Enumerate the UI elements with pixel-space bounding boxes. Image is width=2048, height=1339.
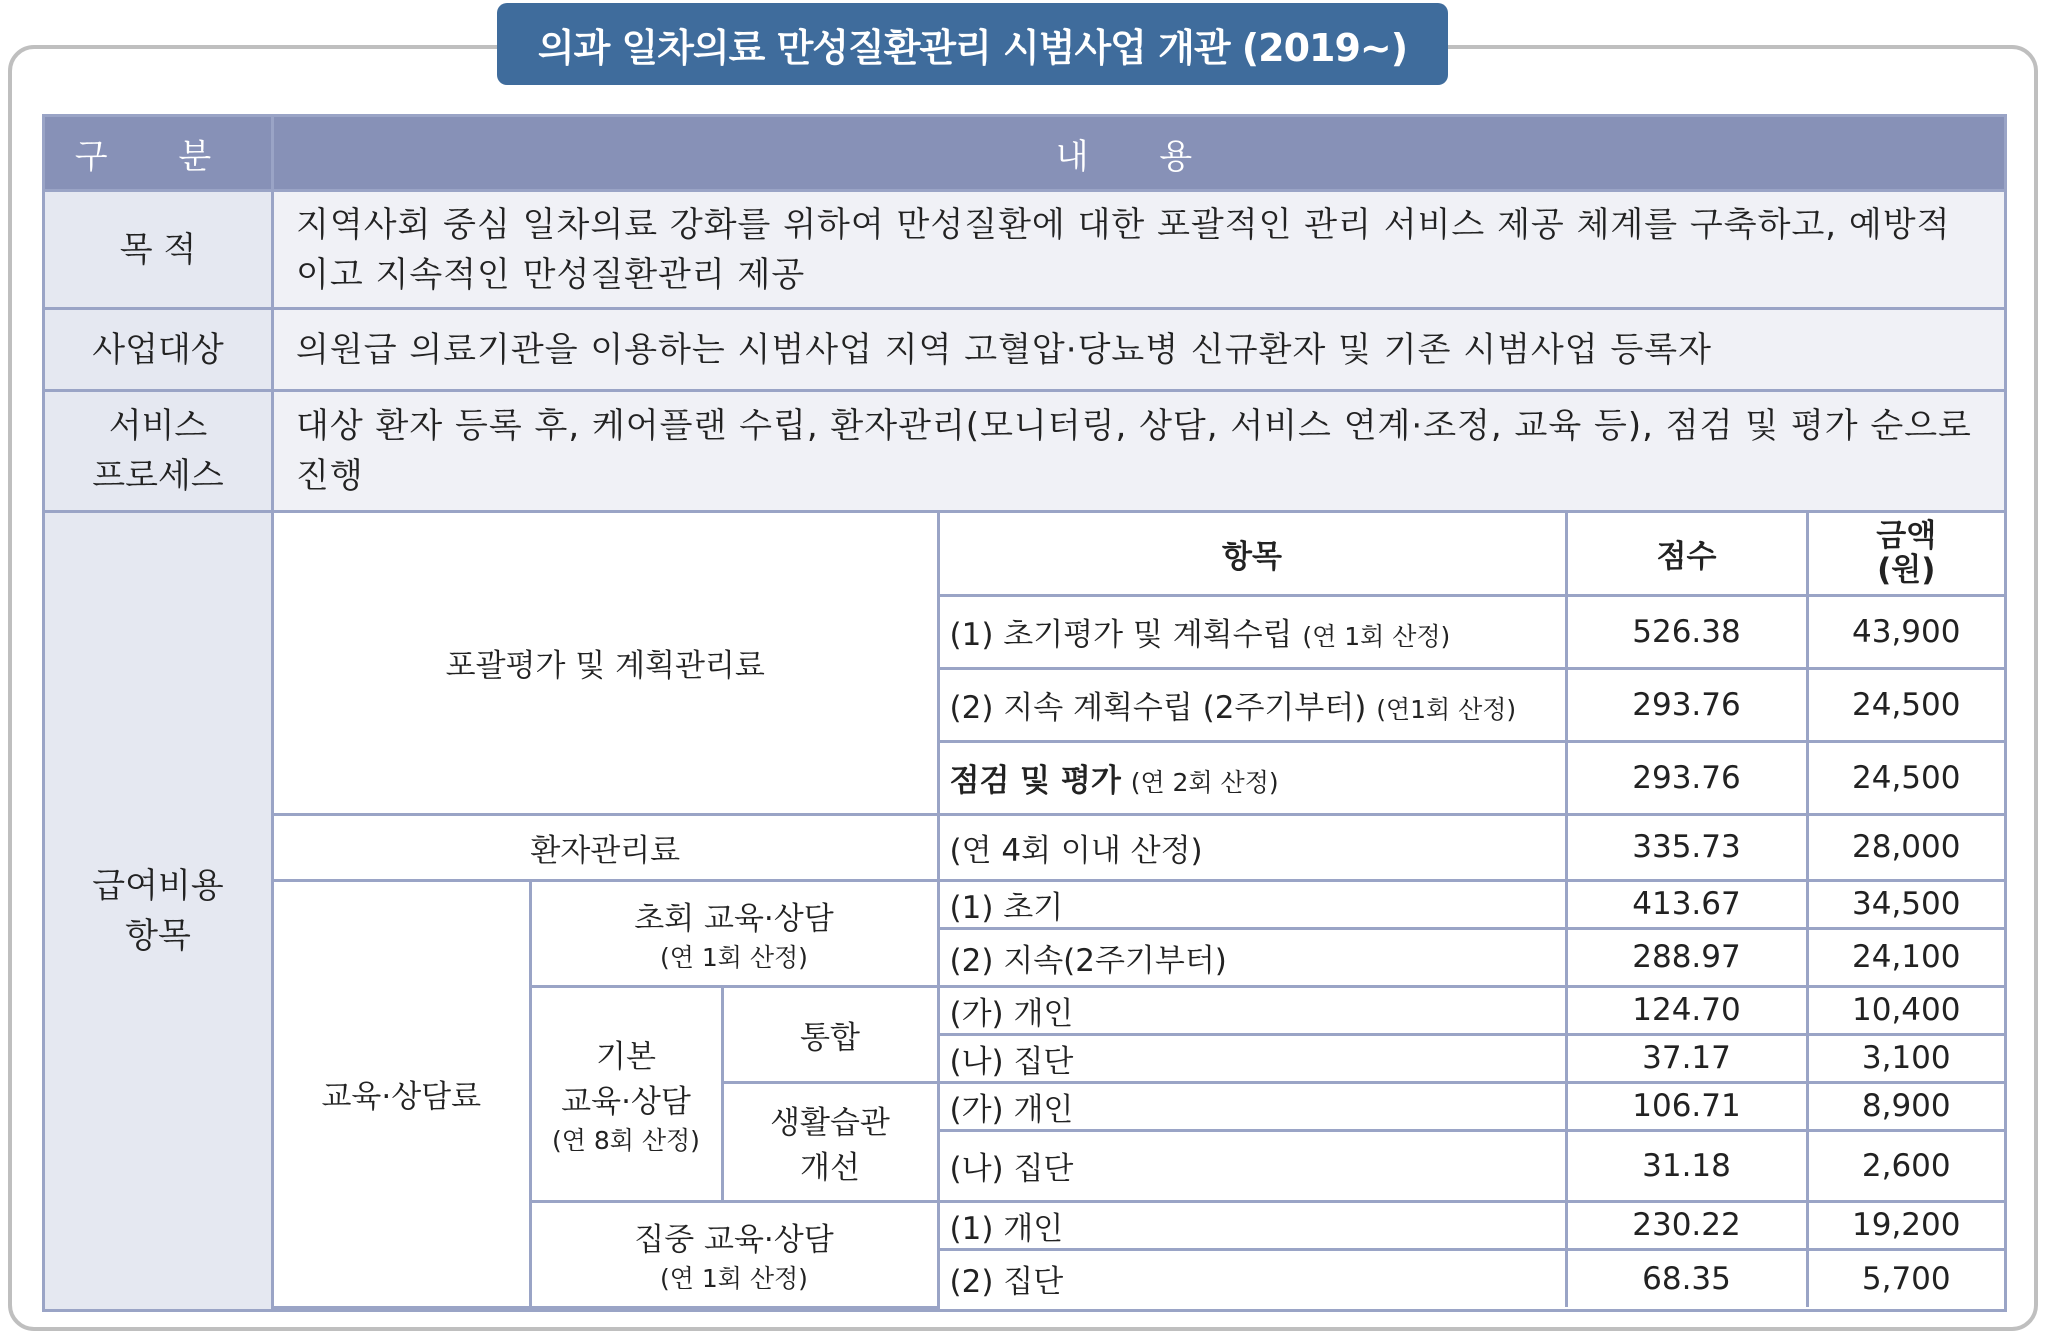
intensive-education-note: (연 1회 산정) xyxy=(660,1263,808,1293)
overview-table xyxy=(42,114,2007,1312)
fee-item xyxy=(938,741,1566,814)
intensive-education-label xyxy=(530,1201,938,1307)
fee-amount: 8,900 xyxy=(1807,1082,2004,1130)
item-text: (1) 초기평가 및 계획수립 xyxy=(949,617,1293,653)
item-note: (연 2회 산정) xyxy=(1130,768,1279,797)
fee-score: 335.73 xyxy=(1566,814,1807,880)
initial-education-title: 초회 교육·상담 xyxy=(634,900,834,937)
fee-amount: 24,500 xyxy=(1807,741,2004,814)
purpose-label: 목 적 xyxy=(44,191,273,309)
comprehensive-label: 포괄평가 및 계획관리료 xyxy=(274,513,938,814)
table-row xyxy=(44,512,2006,1311)
patient-mgmt-label: 환자관리료 xyxy=(274,814,938,880)
fee-table-cell xyxy=(273,512,2006,1311)
fee-score: 230.22 xyxy=(1566,1201,1807,1249)
table-row xyxy=(44,191,2006,309)
fee-table xyxy=(274,513,2004,1309)
item-note: (연 1회 산정) xyxy=(1302,622,1451,651)
item-text: 점검 및 평가 xyxy=(949,763,1121,799)
fees-label-line2: 항목 xyxy=(125,915,191,956)
page-title: 의과 일차의료 만성질환관리 시범사업 개관 (2019~) xyxy=(497,3,1448,85)
fee-amount: 34,500 xyxy=(1807,880,2004,928)
fee-item xyxy=(938,595,1566,668)
integrated-label: 통합 xyxy=(722,986,938,1082)
fee-item: (가) 개인 xyxy=(938,1082,1566,1130)
purpose-text: 지역사회 중심 일차의료 강화를 위하여 만성질환에 대한 포괄적인 관리 서비스 제공 체계를 구축하고, 예방적이고 지속적인 만성질환관리 제공 xyxy=(273,191,2006,309)
table-row xyxy=(274,1201,2004,1249)
basic-education-label xyxy=(530,986,722,1201)
table-header-row xyxy=(44,116,2006,191)
fee-item: (1) 개인 xyxy=(938,1201,1566,1249)
lifestyle-label-line1: 생활습관 xyxy=(770,1104,890,1141)
basic-education-note: (연 8회 산정) xyxy=(552,1125,700,1155)
education-label: 교육·상담료 xyxy=(274,880,530,1307)
fee-score: 293.76 xyxy=(1566,668,1807,741)
basic-education-line2: 교육·상담 xyxy=(561,1083,691,1120)
initial-education-note: (연 1회 산정) xyxy=(660,942,808,972)
fee-amount: 5,700 xyxy=(1807,1249,2004,1307)
fee-item xyxy=(938,668,1566,741)
fee-amount: 2,600 xyxy=(1807,1130,2004,1201)
fee-header-amount-line1: 금액 xyxy=(1876,518,1937,555)
fee-header-amount-line2: (원) xyxy=(1877,552,1936,589)
header-content: 내 용 xyxy=(273,116,2006,191)
fee-amount: 28,000 xyxy=(1807,814,2004,880)
table-row xyxy=(274,986,2004,1034)
fees-label-line1: 급여비용 xyxy=(92,865,224,906)
process-label-line2: 프로세스 xyxy=(92,456,224,496)
intensive-education-title: 집중 교육·상담 xyxy=(634,1221,834,1258)
fee-amount: 24,500 xyxy=(1807,668,2004,741)
process-text: 대상 환자 등록 후, 케어플랜 수립, 환자관리(모니터링, 상담, 서비스 연계·조정, 교육 등), 점검 및 평가 순으로 진행 xyxy=(273,391,2006,512)
fee-score: 31.18 xyxy=(1566,1130,1807,1201)
fee-item: (나) 집단 xyxy=(938,1130,1566,1201)
lifestyle-label xyxy=(722,1082,938,1201)
fee-amount: 43,900 xyxy=(1807,595,2004,668)
table-row xyxy=(44,391,2006,512)
fee-item: (가) 개인 xyxy=(938,986,1566,1034)
fee-header-row xyxy=(274,513,2004,595)
fee-amount: 24,100 xyxy=(1807,928,2004,986)
table-row xyxy=(44,309,2006,391)
table-row xyxy=(274,880,2004,928)
fee-item: (2) 지속(2주기부터) xyxy=(938,928,1566,986)
item-note: (연1회 산정) xyxy=(1376,695,1517,724)
fee-score: 68.35 xyxy=(1566,1249,1807,1307)
process-label xyxy=(44,391,273,512)
target-text: 의원급 의료기관을 이용하는 시범사업 지역 고혈압·당뇨병 신규환자 및 기존 시범사업 등록자 xyxy=(273,309,2006,391)
fee-score: 106.71 xyxy=(1566,1082,1807,1130)
target-label: 사업대상 xyxy=(44,309,273,391)
fee-score: 37.17 xyxy=(1566,1034,1807,1082)
fee-score: 526.38 xyxy=(1566,595,1807,668)
fee-score: 124.70 xyxy=(1566,986,1807,1034)
fee-item: (2) 집단 xyxy=(938,1249,1566,1307)
fee-amount: 19,200 xyxy=(1807,1201,2004,1249)
fee-item: (1) 초기 xyxy=(938,880,1566,928)
process-label-line1: 서비스 xyxy=(108,406,208,446)
fee-header-item: 항목 xyxy=(938,513,1566,595)
table-row xyxy=(274,814,2004,880)
basic-education-line1: 기본 xyxy=(596,1038,656,1075)
item-text: (2) 지속 계획수립 (2주기부터) xyxy=(949,690,1367,726)
fee-header-score: 점수 xyxy=(1566,513,1807,595)
initial-education-label xyxy=(530,880,938,986)
header-category: 구 분 xyxy=(44,116,273,191)
fee-amount: 10,400 xyxy=(1807,986,2004,1034)
fee-score: 413.67 xyxy=(1566,880,1807,928)
fee-header-amount xyxy=(1807,513,2004,595)
fee-amount: 3,100 xyxy=(1807,1034,2004,1082)
fee-item: (나) 집단 xyxy=(938,1034,1566,1082)
fee-score: 288.97 xyxy=(1566,928,1807,986)
fee-score: 293.76 xyxy=(1566,741,1807,814)
fees-label xyxy=(44,512,273,1311)
fee-item: (연 4회 이내 산정) xyxy=(938,814,1566,880)
lifestyle-label-line2: 개선 xyxy=(800,1149,860,1186)
